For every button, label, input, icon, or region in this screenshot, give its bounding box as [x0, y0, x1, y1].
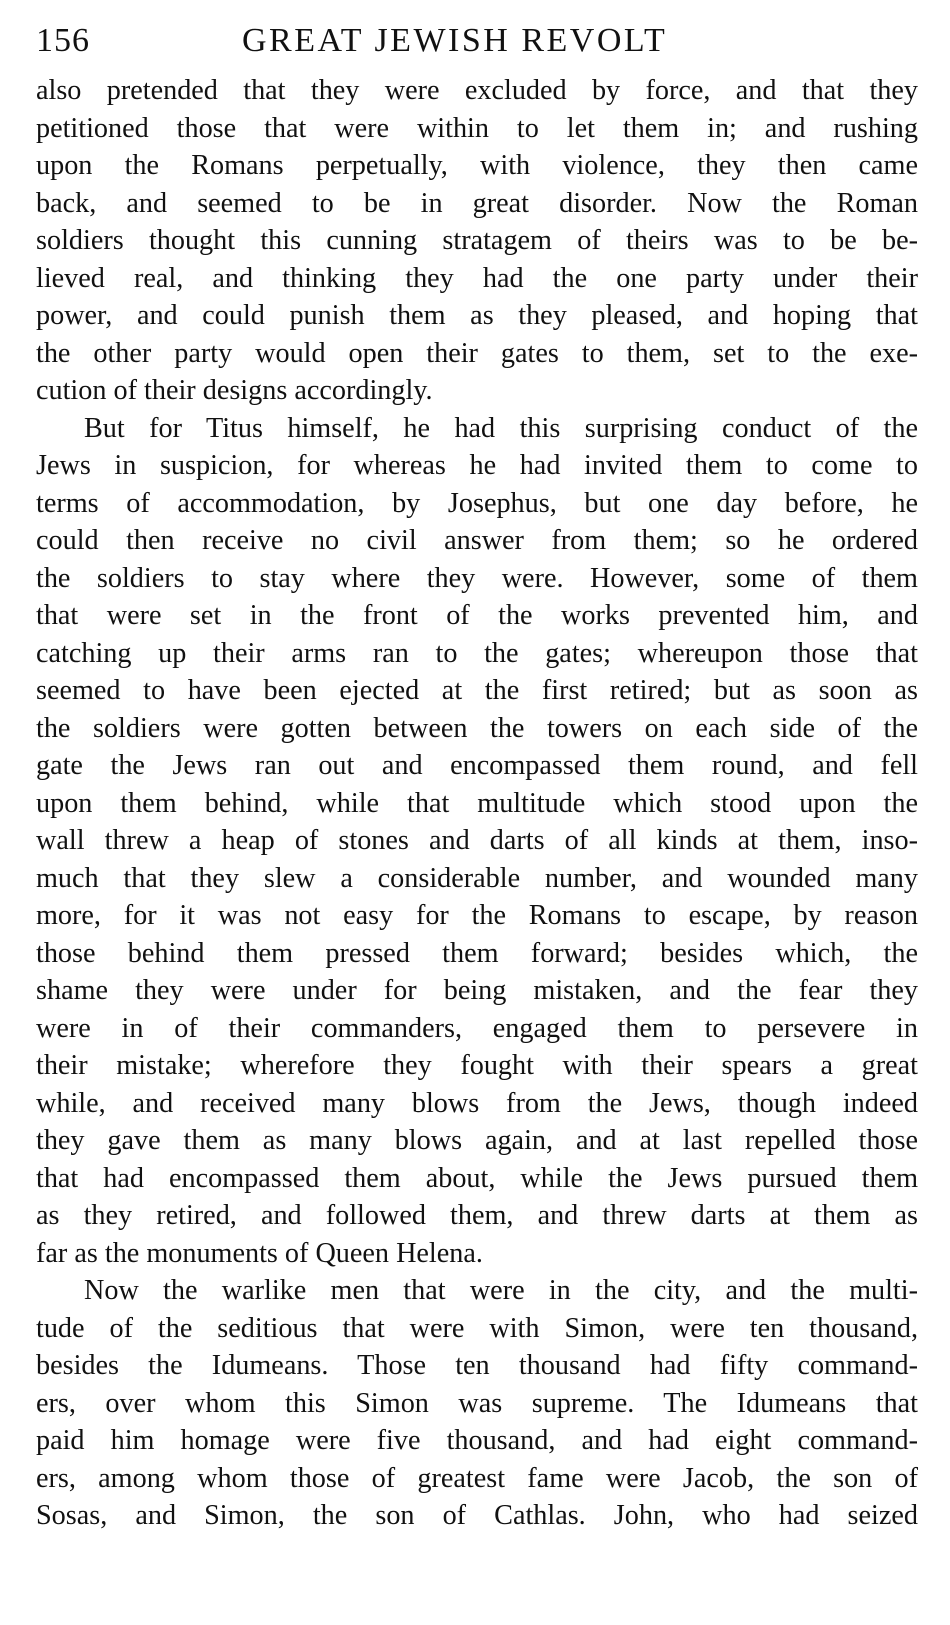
text-line: more, for it was not easy for the Romans to escape, by reason [36, 900, 918, 931]
text-line: Sosas, and Simon, the son of Cathlas. John, who had seized [36, 1500, 918, 1531]
text-line: power, and could punish them as they pleased, and hoping that [36, 300, 918, 331]
text-line: could then receive no civil answer from them; so he ordered [36, 525, 918, 556]
text-line: the soldiers were gotten between the towers on each side of the [36, 712, 918, 744]
text-line: soldiers thought this cunning stratagem of theirs was to be be- [36, 225, 918, 256]
paragraph-3 [36, 1272, 918, 1535]
text-line: back, and seemed to be in great disorder. Now the Roman [36, 187, 918, 219]
paragraph-2 [36, 410, 918, 1273]
text-line: upon them behind, while that multitude which stood upon the [36, 787, 918, 819]
page-header [36, 22, 918, 72]
text-line: lieved real, and thinking they had the one party under their [36, 262, 918, 294]
text-line: were in of their commanders, engaged them to persevere in [36, 1012, 918, 1044]
text-line: catching up their arms ran to the gates; whereupon those that [36, 637, 918, 669]
book-page [36, 22, 918, 1535]
text-line: tude of the seditious that were with Simon, were ten thousand, [36, 1312, 918, 1344]
text-line: terms of accommodation, by Josephus, but one day before, he [36, 487, 918, 519]
text-line: while, and received many blows from the Jews, though indeed [36, 1087, 918, 1119]
text-line: Now the warlike men that were in the city, and the multi- [84, 1275, 918, 1306]
text-line: ers, over whom this Simon was supreme. The Idumeans that [36, 1387, 918, 1419]
text-line: shame they were under for being mistaken, and the fear they [36, 975, 918, 1006]
text-line: the soldiers to stay where they were. However, some of them [36, 562, 918, 594]
text-line: seemed to have been ejected at the first retired; but as soon as [36, 675, 918, 706]
text-line: they gave them as many blows again, and at last repelled those [36, 1125, 918, 1156]
text-line: paid him homage were five thousand, and had eight command- [36, 1425, 918, 1456]
text-line: those behind them pressed them forward; besides which, the [36, 937, 918, 969]
text-line: far as the monuments of Queen Helena. [36, 1237, 483, 1269]
text-line: that were set in the front of the works prevented him, and [36, 600, 918, 631]
text-line: their mistake; wherefore they fought with their spears a great [36, 1050, 918, 1081]
text-line: petitioned those that were within to let them in; and rushing [36, 112, 918, 144]
paragraph-1 [36, 72, 918, 410]
text-line: as they retired, and followed them, and threw darts at them as [36, 1200, 918, 1231]
text-line: upon the Romans perpetually, with violence, they then came [36, 150, 918, 181]
text-line: wall threw a heap of stones and darts of all kinds at them, inso- [36, 825, 918, 856]
page-number: 156 [36, 22, 90, 59]
text-line: also pretended that they were excluded by force, and that they [36, 75, 918, 106]
text-line: But for Titus himself, he had this surprising conduct of the [84, 412, 918, 444]
text-line: cution of their designs accordingly. [36, 375, 433, 406]
text-line: Jews in suspicion, for whereas he had invited them to come to [36, 450, 918, 481]
running-title: GREAT JEWISH REVOLT [242, 22, 668, 59]
text-line: that had encompassed them about, while the Jews pursued them [36, 1162, 918, 1194]
text-line: ers, among whom those of greatest fame were Jacob, the son of [36, 1462, 918, 1494]
text-line: the other party would open their gates to them, set to the exe- [36, 337, 918, 369]
text-line: much that they slew a considerable number, and wounded many [36, 862, 918, 894]
text-line: gate the Jews ran out and encompassed them round, and fell [36, 750, 918, 781]
text-line: besides the Idumeans. Those ten thousand had fifty command- [36, 1350, 918, 1381]
